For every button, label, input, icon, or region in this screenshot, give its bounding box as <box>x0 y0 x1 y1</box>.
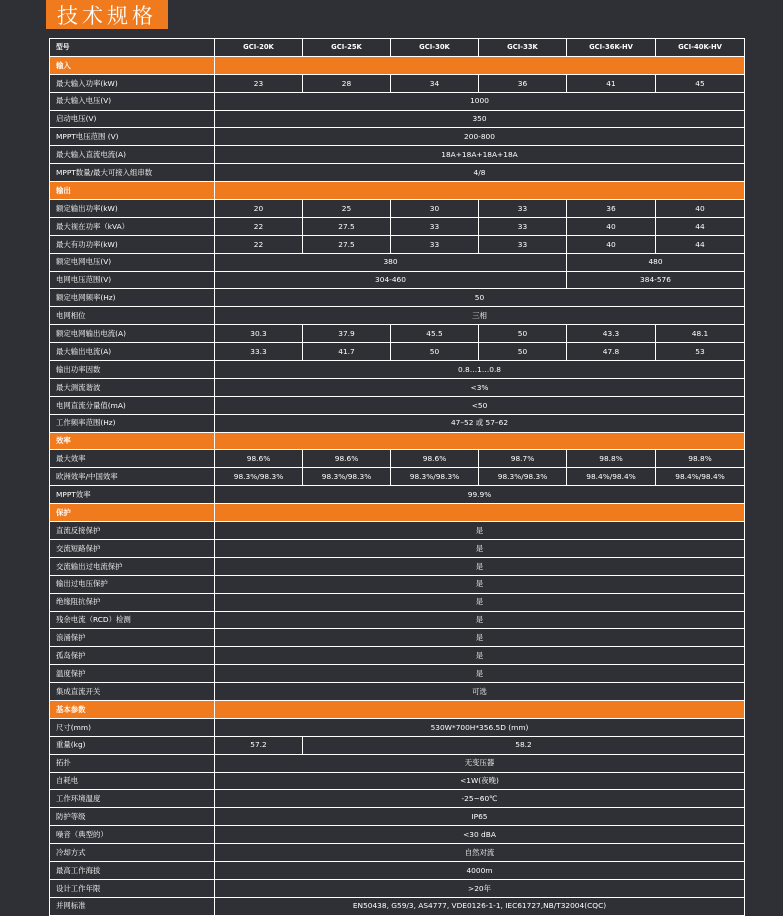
spec-value: 98.3%/98.3% <box>479 468 567 486</box>
spec-label: 电网直流分量值(mA) <box>50 396 215 414</box>
spec-label: MPPT电压范围 (V) <box>50 128 215 146</box>
model-header: GCI-30K <box>391 39 479 57</box>
spec-row <box>50 217 745 235</box>
spec-label: 噪音（典型的） <box>50 826 215 844</box>
model-header: GCI-25K <box>303 39 391 57</box>
section-title: 输出 <box>50 182 215 200</box>
section-row <box>50 504 745 522</box>
spec-row <box>50 325 745 343</box>
spec-value: 18A+18A+18A+18A <box>215 146 745 164</box>
spec-row <box>50 718 745 736</box>
spec-value: 98.3%/98.3% <box>303 468 391 486</box>
spec-value: 530W*700H*356.5D (mm) <box>215 718 745 736</box>
spec-value: 4/8 <box>215 164 745 182</box>
spec-label: 电网相位 <box>50 307 215 325</box>
spec-label: 浪涌保护 <box>50 629 215 647</box>
spec-row <box>50 450 745 468</box>
section-title: 基本参数 <box>50 700 215 718</box>
section-row <box>50 700 745 718</box>
spec-value: -25~60℃ <box>215 790 745 808</box>
spec-value: 三相 <box>215 307 745 325</box>
spec-row <box>50 897 745 915</box>
spec-value: 36 <box>479 74 567 92</box>
model-header: GCI-36K-HV <box>567 39 656 57</box>
spec-value: 41.7 <box>303 343 391 361</box>
spec-value: 98.7% <box>479 450 567 468</box>
spec-row <box>50 736 745 754</box>
spec-value: 48.1 <box>656 325 745 343</box>
spec-value: 50 <box>391 343 479 361</box>
page-title: 技术规格 <box>57 3 157 28</box>
spec-label: 残余电流（RCD）检测 <box>50 611 215 629</box>
spec-label: 最大输入电压(V) <box>50 92 215 110</box>
title-banner <box>46 0 168 29</box>
spec-row <box>50 307 745 325</box>
spec-value: 22 <box>215 235 303 253</box>
spec-value: 40 <box>567 217 656 235</box>
spec-value: <30 dBA <box>215 826 745 844</box>
spec-value: 自然对流 <box>215 844 745 862</box>
spec-value: 34 <box>391 74 479 92</box>
spec-value: 47–52 或 57–62 <box>215 414 745 432</box>
spec-value: 25 <box>303 200 391 218</box>
spec-value: <1W(夜晚) <box>215 772 745 790</box>
spec-value: 是 <box>215 647 745 665</box>
section-title: 效率 <box>50 432 215 450</box>
section-fill <box>215 504 745 522</box>
spec-value: 1000 <box>215 92 745 110</box>
section-row <box>50 56 745 74</box>
spec-label: 额定电网电压(V) <box>50 253 215 271</box>
spec-value: EN50438, G59/3, AS4777, VDE0126-1-1, IEC61727,NB/T32004(CQC) <box>215 897 745 915</box>
spec-label: 最大输入功率(kW) <box>50 74 215 92</box>
spec-row <box>50 861 745 879</box>
model-header: GCI-33K <box>479 39 567 57</box>
spec-row <box>50 844 745 862</box>
model-header: GCI-20K <box>215 39 303 57</box>
spec-label: MPPT效率 <box>50 486 215 504</box>
spec-value: <3% <box>215 378 745 396</box>
spec-value: 40 <box>567 235 656 253</box>
spec-row <box>50 772 745 790</box>
spec-row <box>50 808 745 826</box>
spec-value: >20年 <box>215 879 745 897</box>
spec-row <box>50 110 745 128</box>
spec-row <box>50 611 745 629</box>
spec-value: IP65 <box>215 808 745 826</box>
spec-row <box>50 683 745 701</box>
spec-label: 电网电压范围(V) <box>50 271 215 289</box>
spec-row <box>50 164 745 182</box>
spec-row <box>50 790 745 808</box>
spec-label: 工作频率范围(Hz) <box>50 414 215 432</box>
spec-row <box>50 253 745 271</box>
spec-value: 98.4%/98.4% <box>567 468 656 486</box>
spec-row <box>50 593 745 611</box>
spec-value: 480 <box>567 253 745 271</box>
header-label: 型号 <box>50 39 215 57</box>
spec-value: 99.9% <box>215 486 745 504</box>
spec-value: 98.4%/98.4% <box>656 468 745 486</box>
spec-row <box>50 396 745 414</box>
spec-value: 304-460 <box>215 271 567 289</box>
spec-row <box>50 414 745 432</box>
spec-value: 是 <box>215 575 745 593</box>
spec-row <box>50 74 745 92</box>
spec-row <box>50 200 745 218</box>
spec-row <box>50 557 745 575</box>
spec-value: 是 <box>215 539 745 557</box>
spec-row <box>50 879 745 897</box>
section-row <box>50 182 745 200</box>
spec-label: 孤岛保护 <box>50 647 215 665</box>
spec-value: 45 <box>656 74 745 92</box>
spec-value: 是 <box>215 665 745 683</box>
spec-label: 交流输出过电流保护 <box>50 557 215 575</box>
spec-label: 拓扑 <box>50 754 215 772</box>
spec-value: <50 <box>215 396 745 414</box>
spec-value: 33 <box>391 235 479 253</box>
spec-value: 98.6% <box>215 450 303 468</box>
spec-label: 额定电网频率(Hz) <box>50 289 215 307</box>
spec-value: 是 <box>215 593 745 611</box>
spec-label: 重量(kg) <box>50 736 215 754</box>
spec-row <box>50 647 745 665</box>
spec-row <box>50 468 745 486</box>
spec-value: 53 <box>656 343 745 361</box>
spec-value: 0.8…1…0.8 <box>215 361 745 379</box>
spec-value: 27.5 <box>303 235 391 253</box>
spec-value: 33 <box>391 217 479 235</box>
spec-value: 98.6% <box>303 450 391 468</box>
spec-row <box>50 92 745 110</box>
spec-value: 33 <box>479 235 567 253</box>
spec-value: 无变压器 <box>215 754 745 772</box>
spec-label: 直流反接保护 <box>50 522 215 540</box>
spec-value: 98.3%/98.3% <box>391 468 479 486</box>
spec-value: 58.2 <box>303 736 745 754</box>
spec-label: 交流短路保护 <box>50 539 215 557</box>
spec-value: 41 <box>567 74 656 92</box>
spec-row <box>50 539 745 557</box>
spec-value: 33 <box>479 200 567 218</box>
spec-value: 23 <box>215 74 303 92</box>
spec-label: 集成直流开关 <box>50 683 215 701</box>
spec-label: 最大测流谐波 <box>50 378 215 396</box>
section-fill <box>215 432 745 450</box>
spec-row <box>50 629 745 647</box>
spec-value: 37.9 <box>303 325 391 343</box>
spec-value: 4000m <box>215 861 745 879</box>
spec-value: 是 <box>215 611 745 629</box>
spec-label: 最大视在功率（kVA） <box>50 217 215 235</box>
section-title: 输入 <box>50 56 215 74</box>
section-row <box>50 432 745 450</box>
spec-value: 380 <box>215 253 567 271</box>
spec-value: 是 <box>215 557 745 575</box>
spec-label: 最高工作海拔 <box>50 861 215 879</box>
spec-value: 36 <box>567 200 656 218</box>
spec-label: 防护等级 <box>50 808 215 826</box>
spec-row <box>50 235 745 253</box>
model-header: GCI-40K-HV <box>656 39 745 57</box>
spec-row <box>50 486 745 504</box>
spec-value: 27.5 <box>303 217 391 235</box>
spec-value: 45.5 <box>391 325 479 343</box>
spec-value: 是 <box>215 629 745 647</box>
spec-value: 44 <box>656 217 745 235</box>
section-fill <box>215 182 745 200</box>
spec-row <box>50 289 745 307</box>
spec-label: 工作环境温度 <box>50 790 215 808</box>
spec-value: 350 <box>215 110 745 128</box>
section-fill <box>215 56 745 74</box>
spec-value: 可选 <box>215 683 745 701</box>
spec-value: 33.3 <box>215 343 303 361</box>
spec-value: 44 <box>656 235 745 253</box>
section-title: 保护 <box>50 504 215 522</box>
spec-row <box>50 575 745 593</box>
spec-value: 22 <box>215 217 303 235</box>
section-fill <box>215 700 745 718</box>
spec-table-body <box>50 39 745 916</box>
spec-value: 200-800 <box>215 128 745 146</box>
spec-row <box>50 665 745 683</box>
spec-label: 冷却方式 <box>50 844 215 862</box>
spec-value: 30.3 <box>215 325 303 343</box>
spec-label: 设计工作年限 <box>50 879 215 897</box>
spec-value: 40 <box>656 200 745 218</box>
spec-value: 98.8% <box>567 450 656 468</box>
spec-row <box>50 343 745 361</box>
spec-row <box>50 522 745 540</box>
spec-value: 33 <box>479 217 567 235</box>
spec-row <box>50 146 745 164</box>
spec-value: 20 <box>215 200 303 218</box>
spec-value: 57.2 <box>215 736 303 754</box>
spec-label: MPPT数量/最大可接入组串数 <box>50 164 215 182</box>
spec-label: 温度保护 <box>50 665 215 683</box>
spec-value: 98.6% <box>391 450 479 468</box>
spec-table <box>49 38 745 916</box>
spec-value: 43.3 <box>567 325 656 343</box>
spec-label: 最大输出电流(A) <box>50 343 215 361</box>
spec-row <box>50 826 745 844</box>
spec-row <box>50 361 745 379</box>
spec-label: 输出功率因数 <box>50 361 215 379</box>
spec-label: 最大有功功率(kW) <box>50 235 215 253</box>
spec-value: 30 <box>391 200 479 218</box>
spec-row <box>50 378 745 396</box>
spec-value: 28 <box>303 74 391 92</box>
spec-row <box>50 128 745 146</box>
spec-value: 是 <box>215 522 745 540</box>
spec-row <box>50 754 745 772</box>
spec-label: 尺寸(mm) <box>50 718 215 736</box>
spec-label: 额定电网输出电流(A) <box>50 325 215 343</box>
spec-value: 50 <box>479 325 567 343</box>
spec-label: 最大效率 <box>50 450 215 468</box>
spec-label: 自耗电 <box>50 772 215 790</box>
spec-label: 额定输出功率(kW) <box>50 200 215 218</box>
spec-value: 47.8 <box>567 343 656 361</box>
spec-value: 384-576 <box>567 271 745 289</box>
spec-value: 98.8% <box>656 450 745 468</box>
spec-label: 启动电压(V) <box>50 110 215 128</box>
spec-value: 98.3%/98.3% <box>215 468 303 486</box>
spec-label: 绝缘阻抗保护 <box>50 593 215 611</box>
spec-label: 输出过电压保护 <box>50 575 215 593</box>
spec-value: 50 <box>215 289 745 307</box>
spec-label: 欧洲效率/中国效率 <box>50 468 215 486</box>
header-row <box>50 39 745 57</box>
spec-value: 50 <box>479 343 567 361</box>
spec-label: 最大输入直流电流(A) <box>50 146 215 164</box>
spec-row <box>50 271 745 289</box>
spec-label: 并网标准 <box>50 897 215 915</box>
